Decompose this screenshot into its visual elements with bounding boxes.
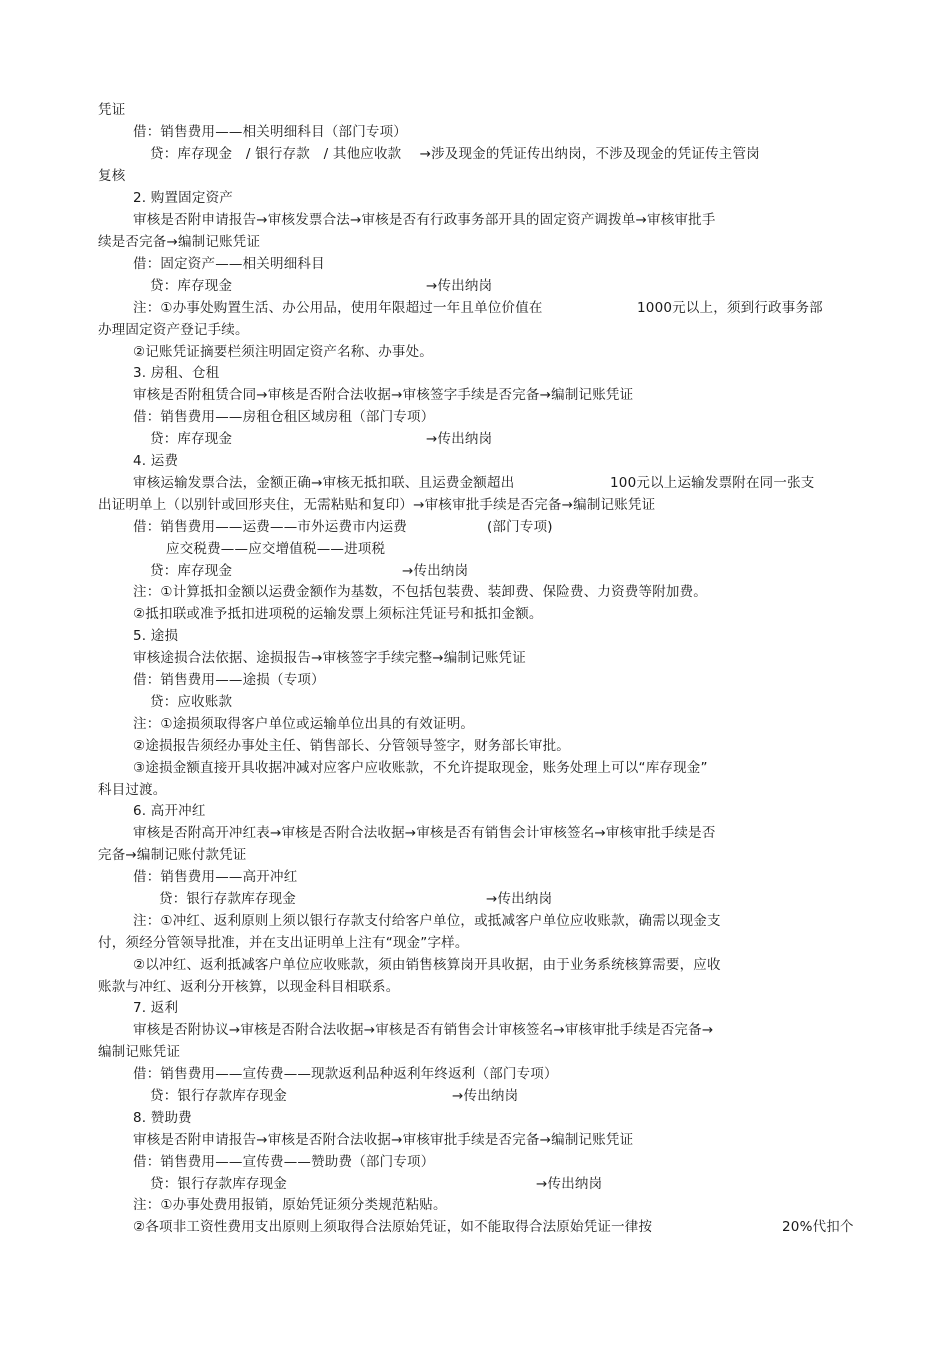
text-line: 借：固定资产——相关明细科目 (133, 256, 325, 272)
text-line: →传出纳岗 (402, 563, 469, 579)
text-line: 审核是否附租赁合同→审核是否附合法收据→审核签字手续是否完备→编制记账凭证 (133, 387, 634, 403)
text-line: 借：销售费用——运费——市外运费市内运费 (133, 519, 407, 535)
text-line: ②途损报告须经办事处主任、销售部长、分管领导签字，财务部长审批。 (133, 738, 571, 754)
text-line: ③途损金额直接开具收据冲减对应客户应收账款，不允许提取现金，账务处理上可以“库存现金” (133, 760, 708, 776)
text-line: 借：销售费用——途损（专项） (133, 672, 325, 688)
text-line: ②抵扣联或准予抵扣进项税的运输发票上须标注凭证号和抵扣金额。 (133, 606, 543, 622)
text-line: →传出纳岗 (426, 431, 493, 447)
text-line: 贷：银行存款库存现金 (159, 891, 296, 907)
text-line: →传出纳岗 (486, 891, 553, 907)
text-line: 贷：库存现金 (150, 563, 233, 579)
text-line: 注：①途损须取得客户单位或运输单位出具的有效证明。 (133, 716, 475, 732)
text-line: ②以冲红、返利抵减客户单位应收账款，须由销售核算岗开具收据，由于业务系统核算需要，应收 (133, 957, 721, 973)
text-line: 审核是否附协议→审核是否附合法收据→审核是否有销售会计审核签名→审核审批手续是否完备→ (133, 1022, 714, 1038)
section-heading: 5. 途损 (133, 628, 179, 644)
text-line: ②各项非工资性费用支出原则上须取得合法原始凭证，如不能取得合法原始凭证一律按 (133, 1219, 653, 1235)
text-line: 借：销售费用——相关明细科目（部门专项） (133, 124, 407, 140)
text-line: 借：销售费用——宣传费——赞助费（部门专项） (133, 1154, 435, 1170)
text-line: 审核途损合法依据、途损报告→审核签字手续完整→编制记账凭证 (133, 650, 526, 666)
text-line: 续是否完备→编制记账凭证 (98, 234, 261, 250)
text-line: 借：销售费用——高开冲红 (133, 869, 298, 885)
text-line: 贷：库存现金 (150, 278, 233, 294)
text-line: 贷：应收账款 (150, 694, 233, 710)
text-line: 20%代扣个 (782, 1219, 854, 1235)
text-line: 1000元以上，须到行政事务部 (637, 300, 823, 316)
text-line: 借：销售费用——宣传费——现款返利品种返利年终返利（部门专项） (133, 1066, 558, 1082)
text-line: 审核运输发票合法，金额正确→审核无抵扣联、且运费金额超出 (133, 475, 515, 491)
text-line: 贷：库存现金 / 银行存款 / 其他应收款 →涉及现金的凭证传出纳岗，不涉及现金的凭证传主管岗 (150, 146, 760, 162)
text-line: →传出纳岗 (536, 1176, 603, 1192)
text-line: ②记账凭证摘要栏须注明固定资产名称、办事处。 (133, 344, 434, 360)
text-line: 付，须经分管领导批准，并在支出证明单上注有“现金”字样。 (98, 935, 469, 951)
text-line: 审核是否附申请报告→审核发票合法→审核是否有行政事务部开具的固定资产调拨单→审核审批手 (133, 212, 716, 228)
text-line: 凭证 (98, 102, 126, 118)
section-heading: 3. 房租、仓租 (133, 365, 220, 381)
text-line: 注：①办事处购置生活、办公用品，使用年限超过一年且单位价值在 (133, 300, 543, 316)
text-line: 审核是否附申请报告→审核是否附合法收据→审核审批手续是否完备→编制记账凭证 (133, 1132, 634, 1148)
text-line: 出证明单上（以别针或回形夹住，无需粘贴和复印）→审核审批手续是否完备→编制记账凭证 (98, 497, 656, 513)
text-line: 100元以上运输发票附在同一张支 (610, 475, 815, 491)
section-heading: 7. 返利 (133, 1000, 179, 1016)
text-line: 复核 (98, 168, 126, 184)
text-line: 注：①办事处费用报销，原始凭证须分类规范粘贴。 (133, 1197, 447, 1213)
text-line: →传出纳岗 (426, 278, 493, 294)
text-line: 完备→编制记账付款凭证 (98, 847, 247, 863)
text-line: (部门专项) (487, 519, 553, 535)
text-line: 贷：银行存款库存现金 (150, 1088, 287, 1104)
text-line: 贷：库存现金 (150, 431, 233, 447)
text-line: 编制记账凭证 (98, 1044, 181, 1060)
text-line: 办理固定资产登记手续。 (98, 322, 249, 338)
section-heading: 2. 购置固定资产 (133, 190, 233, 206)
section-heading: 8. 赞助费 (133, 1110, 192, 1126)
text-line: 审核是否附高开冲红表→审核是否附合法收据→审核是否有销售会计审核签名→审核审批手续是否 (133, 825, 716, 841)
text-line: 注：①计算抵扣金额以运费金额作为基数，不包括包装费、装卸费、保险费、力资费等附加费。 (133, 584, 708, 600)
text-line: →传出纳岗 (452, 1088, 519, 1104)
section-heading: 6. 高开冲红 (133, 803, 206, 819)
text-line: 贷：银行存款库存现金 (150, 1176, 287, 1192)
section-heading: 4. 运费 (133, 453, 179, 469)
text-line: 借：销售费用——房租仓租区域房租（部门专项） (133, 409, 435, 425)
text-line: 注：①冲红、返利原则上须以银行存款支付给客户单位，或抵减客户单位应收账款，确需以现金支 (133, 913, 721, 929)
text-line: 科目过渡。 (98, 782, 167, 798)
text-line: 账款与冲红、返利分开核算，以现金科目相联系。 (98, 979, 400, 995)
text-line: 应交税费——应交增值税——进项税 (166, 541, 386, 557)
